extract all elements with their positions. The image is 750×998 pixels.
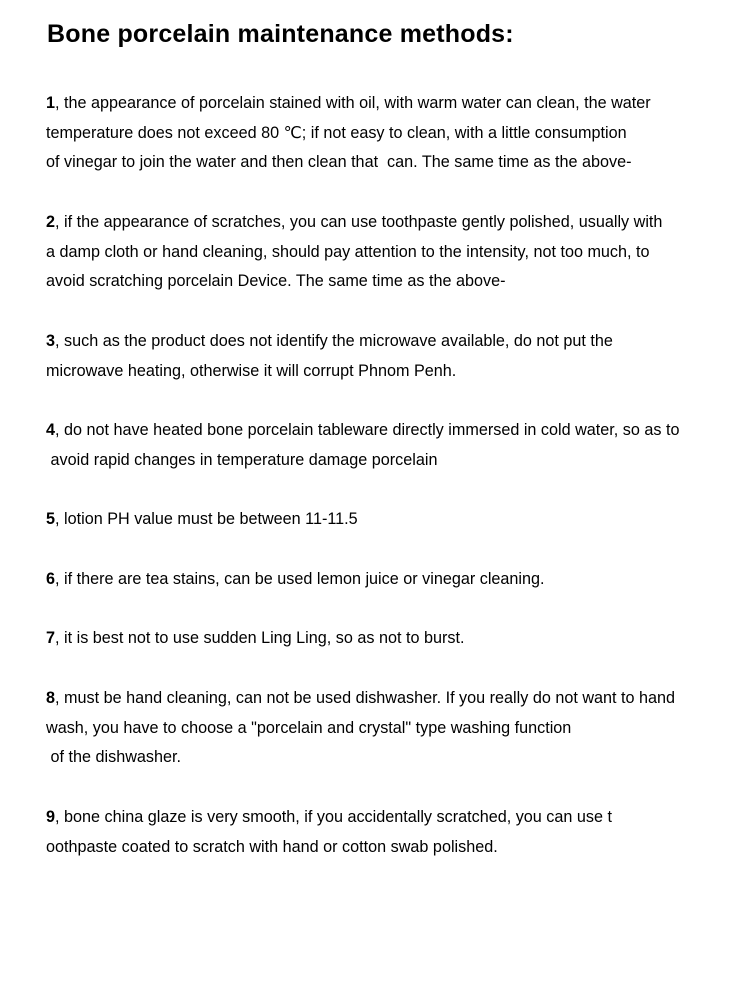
list-item-6 bbox=[46, 565, 736, 595]
list-item-7 bbox=[46, 624, 736, 654]
item-number: 1 bbox=[46, 94, 56, 112]
list-item-9 bbox=[46, 803, 736, 862]
item-line bbox=[46, 684, 736, 714]
item-line bbox=[46, 89, 736, 119]
item-line bbox=[46, 416, 736, 446]
item-line: of the dishwasher. bbox=[46, 748, 181, 767]
item-number: 4 bbox=[46, 421, 56, 439]
item-line: a damp cloth or hand cleaning, should pay attention to the intensity, not too much, to bbox=[46, 242, 650, 261]
item-line bbox=[46, 208, 736, 238]
list-item-4 bbox=[46, 416, 736, 475]
list-item-1 bbox=[46, 89, 736, 178]
item-line: oothpaste coated to scratch with hand or cotton swab polished. bbox=[46, 837, 498, 856]
item-text: , must be hand cleaning, can not be used dishwasher. If you really do not want to hand bbox=[55, 689, 676, 707]
list-item-3 bbox=[46, 327, 736, 386]
list-item-2 bbox=[46, 208, 736, 297]
item-text: , such as the product does not identify the microwave available, do not put the bbox=[55, 332, 613, 350]
item-number: 7 bbox=[46, 629, 56, 647]
item-number: 2 bbox=[46, 213, 56, 231]
item-number: 9 bbox=[46, 808, 56, 826]
item-text: , do not have heated bone porcelain tableware directly immersed in cold water, so as to bbox=[55, 421, 680, 439]
list-item-5 bbox=[46, 505, 736, 535]
item-line: microwave heating, otherwise it will corrupt Phnom Penh. bbox=[46, 361, 457, 380]
item-line: avoid scratching porcelain Device. The same time as the above- bbox=[46, 272, 506, 291]
item-number: 5 bbox=[46, 510, 56, 528]
item-line: of vinegar to join the water and then clean that can. The same time as the above- bbox=[46, 153, 632, 172]
item-line bbox=[46, 505, 736, 535]
item-line: avoid rapid changes in temperature damage porcelain bbox=[46, 450, 438, 469]
item-text: , if there are tea stains, can be used lemon juice or vinegar cleaning. bbox=[55, 570, 545, 588]
item-line: wash, you have to choose a "porcelain and crystal" type washing function bbox=[46, 718, 572, 737]
item-line bbox=[46, 803, 736, 833]
item-text: , it is best not to use sudden Ling Ling, so as not to burst. bbox=[55, 629, 465, 647]
item-line bbox=[46, 624, 736, 654]
item-line: temperature does not exceed 80 ℃; if not easy to clean, with a little consumption bbox=[46, 123, 627, 142]
item-text: , bone china glaze is very smooth, if you accidentally scratched, you can use t bbox=[55, 808, 612, 826]
item-text: , the appearance of porcelain stained with oil, with warm water can clean, the water bbox=[55, 94, 651, 112]
item-number: 3 bbox=[46, 332, 56, 350]
item-line bbox=[46, 327, 736, 357]
page-title: Bone porcelain maintenance methods: bbox=[47, 20, 514, 48]
item-line bbox=[46, 565, 736, 595]
item-text: , lotion PH value must be between 11-11.5 bbox=[55, 510, 358, 528]
list-item-8 bbox=[46, 684, 736, 773]
item-text: , if the appearance of scratches, you can use toothpaste gently polished, usually with bbox=[55, 213, 663, 231]
item-number: 8 bbox=[46, 689, 56, 707]
item-number: 6 bbox=[46, 570, 56, 588]
